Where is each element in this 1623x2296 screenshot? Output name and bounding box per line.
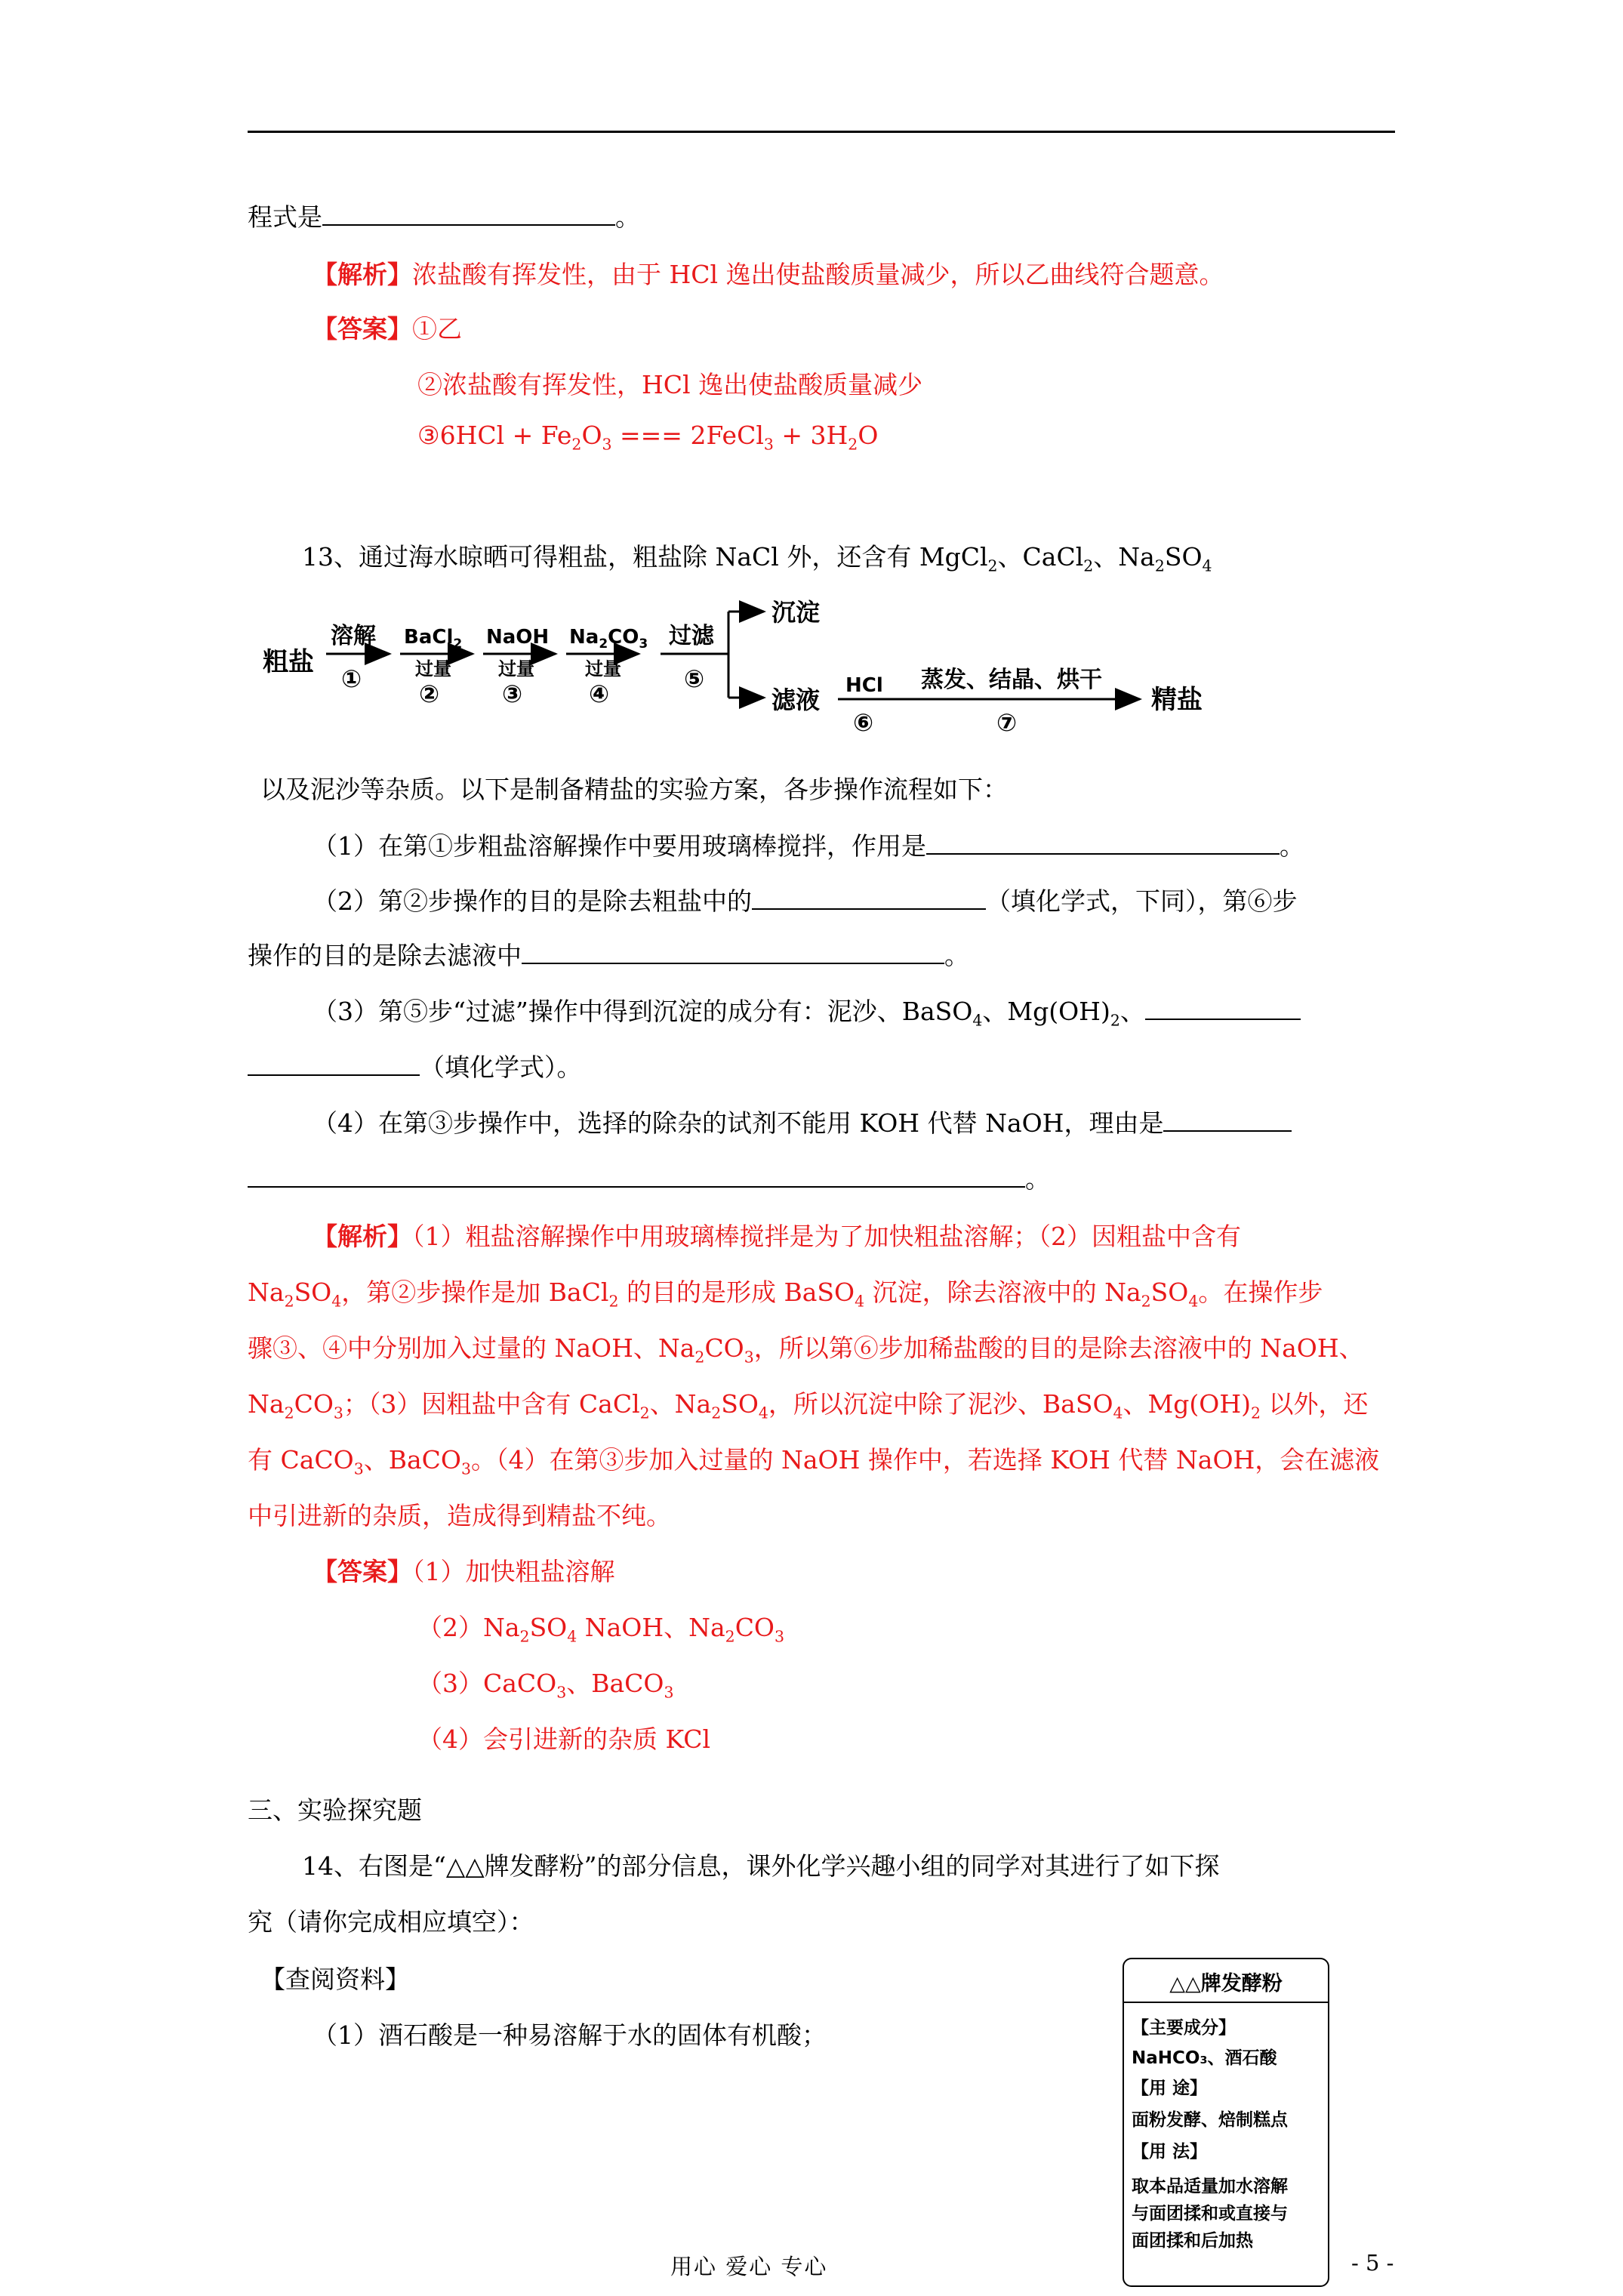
product-line: NaHCO₃、酒石酸 — [1132, 2048, 1277, 2068]
flow-step4-num: ④ — [589, 680, 610, 708]
q13-analysis-l5: 有 CaCO$_3$、BaCO$_3$。（4）在第③步加入过量的 NaOH 操作中，若选择 KOH 代替 NaOH，会在滤液 — [248, 1445, 1380, 1478]
page-number: - 5 - — [1351, 2250, 1394, 2276]
q13-intro: 13、通过海水晾晒可得粗盐，粗盐除 NaCl 外，还含有 MgCl$_2$、CaCl$_2$、$Na_2SO_4$ — [302, 542, 1212, 575]
flow-step7-num: ⑦ — [996, 708, 1018, 737]
q13-part-2-line2: 操作的目的是除去滤液中 。 — [248, 941, 969, 970]
q13-part-3-line2: （填化学式）。 — [248, 1048, 582, 1083]
flow-step1-label: 溶解 — [331, 623, 376, 649]
q13-part-1: （1）在第①步粗盐溶解操作中要用玻璃棒搅拌，作用是 。 — [313, 831, 1304, 861]
flow-start: 粗盐 — [263, 647, 314, 677]
q13-analysis-l6: 中引进新的杂质，造成得到精盐不纯。 — [248, 1501, 671, 1530]
product-line: 【主要成分】 — [1132, 2018, 1236, 2038]
flow-step2-num: ② — [419, 680, 440, 708]
q12-answer-1: 【答案】①乙 — [313, 314, 462, 344]
q13-answer-3: （3）CaCO$_3$、BaCO$_3$ — [417, 1669, 674, 1702]
flow-step3-num: ③ — [502, 680, 523, 708]
product-title-rule — [1124, 2002, 1328, 2003]
purification-flow-diagram — [257, 581, 1276, 747]
flow-filtrate: 滤液 — [771, 686, 821, 714]
answer-blank[interactable] — [248, 1052, 420, 1076]
q14-line2: 究（请你完成相应填空）： — [248, 1907, 534, 1937]
answer-blank[interactable] — [1163, 1108, 1292, 1132]
q13-part-3-line1: （3）第⑤步“过滤”操作中得到沉淀的成分有：泥沙、BaSO$_4$、$Mg(OH)_2$、 — [313, 992, 1301, 1030]
q12-answer-2: ②浓盐酸有挥发性，HCl 逸出使盐酸质量减少 — [417, 370, 923, 399]
answer-blank[interactable] — [926, 831, 1280, 855]
product-line: 【用 法】 — [1132, 2142, 1208, 2162]
flow-step3-excess: 过量 — [498, 658, 534, 680]
flow-step4-excess: 过量 — [585, 658, 621, 680]
flow-step5-label: 过滤 — [669, 623, 714, 649]
q13-analysis-l4: $Na_2CO_3$；（3）因粗盐中含有 CaCl$_2$、$Na_2SO_4$，所以沉淀中除了泥沙、BaSO$_4$、$Mg(OH)_2$ 以外，还 — [248, 1389, 1369, 1422]
q12-analysis: 【解析】浓盐酸有挥发性，由于 HCl 逸出使盐酸质量减少，所以乙曲线符合题意。 — [313, 260, 1224, 289]
q13-answer-2: $(2)Na_2SO_4$ NaOH、$Na_2CO_3$ — [417, 1613, 785, 1646]
product-line: 面团揉和后加热 — [1132, 2231, 1253, 2251]
flow-step1-num: ① — [341, 664, 362, 693]
answer-blank[interactable] — [1145, 996, 1301, 1020]
header-rule — [248, 131, 1395, 133]
section-heading: 三、实验探究题 — [248, 1795, 422, 1825]
q13-answer-4: （4）会引进新的杂质 KCl — [417, 1724, 711, 1754]
product-line: 【用 途】 — [1132, 2079, 1208, 2098]
product-line: 与面团揉和或直接与 — [1132, 2204, 1288, 2224]
answer-blank[interactable] — [248, 1163, 1025, 1188]
flow-step3-reagent: NaOH — [486, 626, 550, 649]
product-line: 取本品适量加水溶解 — [1132, 2177, 1288, 2196]
flow-step2-reagent: BaCl$_2$ — [404, 626, 463, 652]
footer-motto: 用心 爱心 专心 — [670, 2254, 828, 2279]
q14-line1: 14、右图是“△△牌发酵粉”的部分信息，课外化学兴趣小组的同学对其进行了如下探 — [302, 1851, 1220, 1881]
q13-line-after-flow: 以及泥沙等杂质。以下是制备精盐的实验方案，各步操作流程如下： — [260, 775, 1008, 804]
product-label-box — [1123, 1958, 1329, 2287]
flow-step4-reagent: $Na_2CO_3$ — [569, 626, 648, 652]
flow-step5-num: ⑤ — [684, 664, 705, 693]
flow-step2-excess: 过量 — [415, 658, 451, 680]
q13-analysis-l1: 【解析】（1）粗盐溶解操作中用玻璃棒搅拌是为了加快粗盐溶解；（2）因粗盐中含有 — [313, 1222, 1241, 1251]
flow-product: 精盐 — [1151, 685, 1203, 715]
q13-part-2-line1: （2）第②步操作的目的是除去粗盐中的 （填化学式，下同），第⑥步 — [313, 886, 1298, 916]
q12-answer-3: ③6HCl + $Fe_2O_3$ === 2FeCl$_3$ + $3H_2O$ — [417, 421, 879, 454]
q13-part-4-line1: （4）在第③步操作中，选择的除杂的试剂不能用 KOH 代替 NaOH，理由是 — [313, 1104, 1292, 1139]
flow-step6-reagent: HCl — [845, 674, 883, 697]
product-line: 面粉发酵、焙制糕点 — [1132, 2110, 1288, 2130]
flow-step7-label: 蒸发、结晶、烘干 — [921, 667, 1102, 693]
q13-part-4-line2: 。 — [248, 1160, 1050, 1195]
answer-blank[interactable] — [522, 940, 944, 964]
q13-analysis-l2: $Na_2SO_4$，第②步操作是加 BaCl$_2$ 的目的是形成 BaSO$_4$ 沉淀，除去溶液中的 $Na_2SO_4$。在操作步 — [248, 1277, 1323, 1311]
q13-analysis-l3: 骤③、④中分别加入过量的 NaOH、$Na_2CO_3$，所以第⑥步加稀盐酸的目的是除去溶液中的 NaOH、 — [248, 1333, 1364, 1367]
reference-heading: 【查阅资料】 — [260, 1965, 410, 1994]
flow-precipitate: 沉淀 — [771, 598, 821, 627]
q13-answer-1: 【答案】（1）加快粗盐溶解 — [313, 1557, 615, 1586]
answer-blank[interactable] — [752, 886, 986, 910]
answer-blank[interactable] — [322, 202, 615, 226]
product-title: △△牌发酵粉 — [1169, 1972, 1283, 1996]
q12-line-end: 程式是 。 — [248, 202, 640, 232]
reference-item-1: （1）酒石酸是一种易溶解于水的固体有机酸； — [313, 2020, 827, 2050]
flow-step6-num: ⑥ — [853, 708, 874, 737]
